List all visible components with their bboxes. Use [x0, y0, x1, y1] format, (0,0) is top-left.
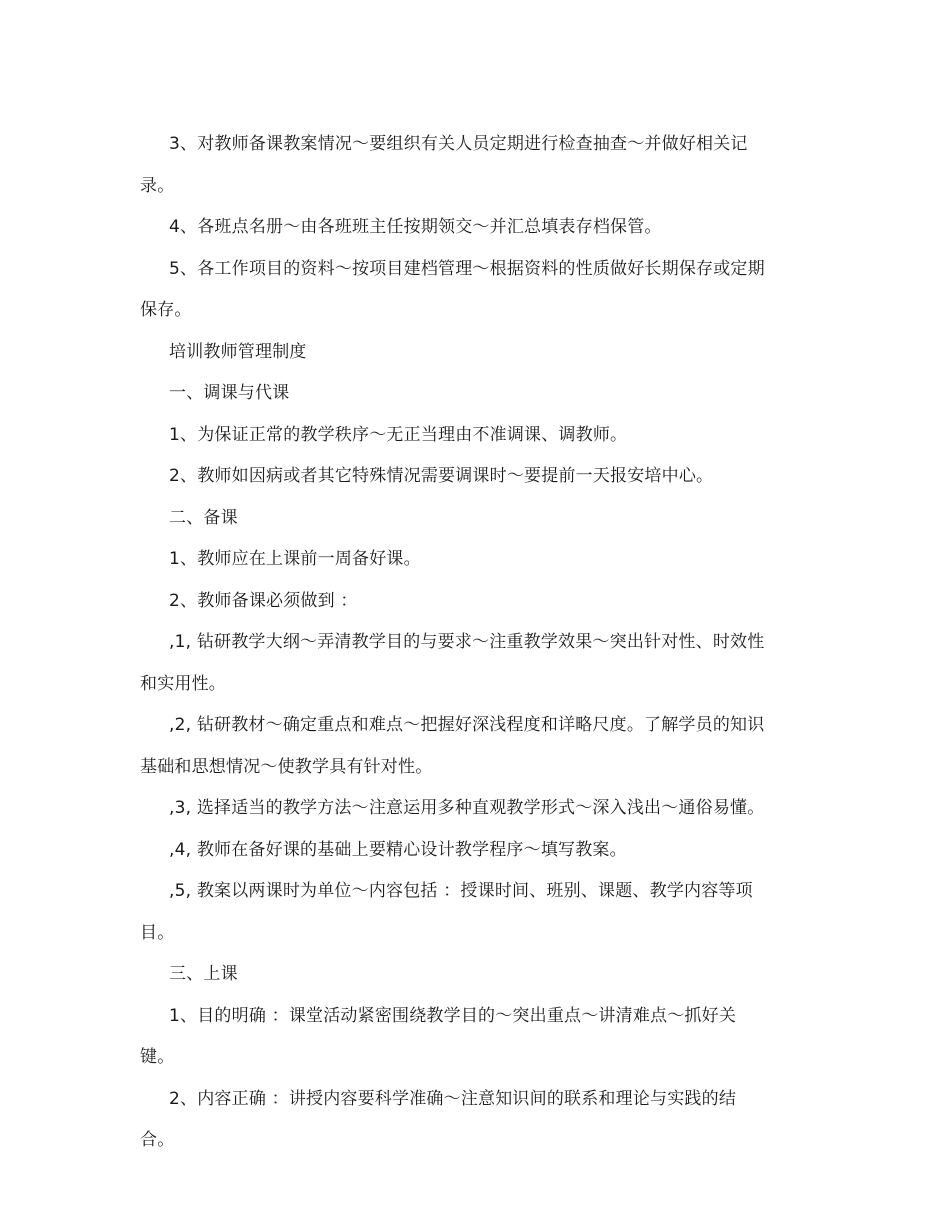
heading-class-swapping: 一、调课与代课: [169, 383, 290, 403]
paragraph-teaching-rule-2: 2、内容正确 ：讲授内容要科学准确～注意知识间的联系和理论与实践的结合。: [140, 1088, 737, 1150]
paragraph-prep-item-5: ,5, 教案以两课时为单位～内容包括 ：授课时间、班别、课题、教学内容等项目。: [140, 881, 753, 943]
paragraph-prep-item-4: ,4, 教师在备好课的基础上要精心设计教学程序～填写教案。: [169, 839, 627, 860]
paragraph-prep-item-3: ,3, 选择适当的教学方法～注意运用多种直观教学形式～深入浅出～通俗易懂。: [169, 798, 765, 818]
paragraph-teaching-rule-1: 1、目的明确 ：课堂活动紧密围绕教学目的～突出重点～讲清难点～抓好关键。: [140, 1005, 737, 1067]
paragraph-prep-rule-1: 1、教师应在上课前一周备好课。: [169, 549, 421, 569]
paragraph-swap-rule-2: 2、教师如因病或者其它特殊情况需要调课时～要提前一天报安培中心。: [169, 466, 714, 486]
paragraph-prep-item-2: ,2, 钻研教材～确定重点和难点～把握好深浅程度和详略尺度。了解学员的知识基础和思想情况～使教学具有针对性。: [140, 715, 765, 777]
document-body: [140, 124, 770, 1162]
paragraph-inspection-records: 3、对教师备课教案情况～要组织有关人员定期进行检查抽查～并做好相关记录。: [140, 134, 748, 196]
paragraph-swap-rule-1: 1、为保证正常的教学秩序～无正当理由不准调课、调教师。: [169, 424, 628, 445]
paragraph-roll-books: 4、各班点名册～由各班班主任按期领交～并汇总填表存档保管。: [169, 217, 662, 237]
heading-teaching: 三、上课: [169, 964, 238, 984]
section-title-teacher-management: 培训教师管理制度: [169, 341, 307, 362]
paragraph-prep-rule-2: 2、教师备课必须做到 ：: [169, 590, 358, 611]
paragraph-prep-item-1: ,1, 钻研教学大纲～弄清教学目的与要求～注重教学效果～突出针对性、时效性和实用性。: [140, 632, 765, 694]
paragraph-project-archives: 5、各工作项目的资料～按项目建档管理～根据资料的性质做好长期保存或定期保存。: [140, 258, 765, 320]
heading-lesson-prep: 二、备课: [169, 507, 238, 528]
